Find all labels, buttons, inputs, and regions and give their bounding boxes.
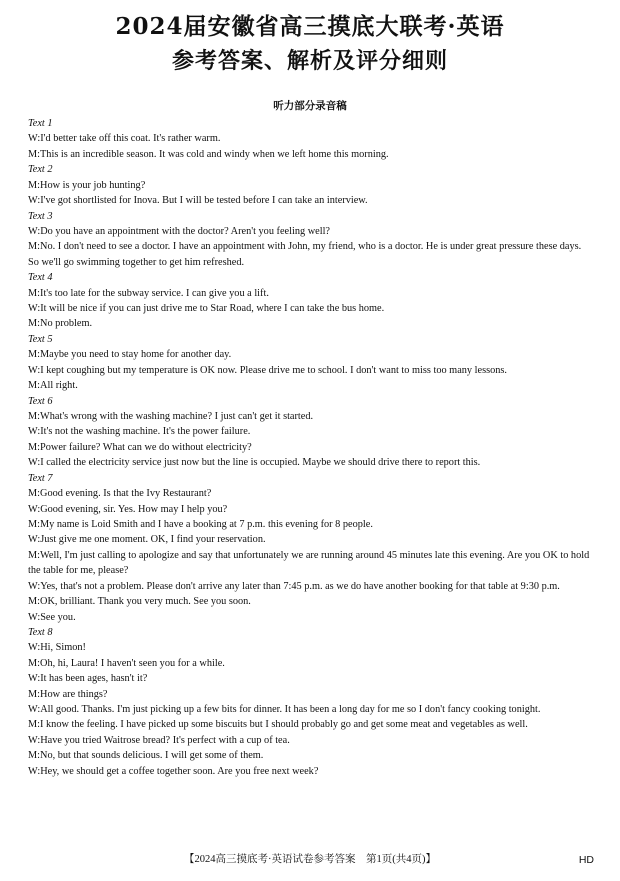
dialogue-line: W:I called the electricity service just now but the line is occupied. Maybe we should drive there to report this. — [28, 457, 481, 469]
dialogue-line: M:No. I don't need to see a doctor. I have an appointment with John, my friend, who is a doctor. He is under great pressure these days. So we'll go swimming together to get him refreshed. — [28, 241, 582, 268]
dialogue-line: W:Have you tried Waitrose bread? It's perfect with a cup of tea. — [28, 734, 290, 746]
dialogue-line: W:Do you have an appointment with the doctor? Aren't you feeling well? — [28, 225, 330, 237]
section-heading: 听力部分录音稿 — [273, 100, 347, 112]
dialogue-line: W:Just give me one moment. OK, I find your reservation. — [28, 534, 266, 546]
dialogue-line: M:Oh, hi, Laura! I haven't seen you for a while. — [28, 657, 225, 669]
text-heading: Text 3 — [28, 210, 53, 222]
dialogue-line: M:Power failure? What can we do without electricity? — [28, 441, 252, 453]
text-heading: Text 1 — [28, 118, 53, 129]
dialogue-line: W:I kept coughing but my temperature is OK now. Please drive me to school. I don't want to miss too many lessons. — [28, 364, 507, 376]
dialogue-line: M:What's wrong with the washing machine? I just can't get it started. — [28, 411, 314, 423]
dialogue-line: W:Good evening, sir. Yes. How may I help you? — [28, 503, 228, 515]
dialogue-line: W:I'd better take off this coat. It's rather warm. — [28, 133, 221, 145]
dialogue-line: M:Maybe you need to stay home for another day. — [28, 349, 232, 361]
document-subtitle: 参考答案、解析及评分细则 — [171, 48, 448, 74]
dialogue-line: M:All right. — [28, 380, 78, 392]
transcript-body — [28, 116, 594, 779]
dialogue-line: W:I've got shortlisted for Inova. But I will be tested before I can take an interview. — [28, 195, 368, 207]
text-heading: Text 4 — [28, 272, 53, 284]
text-heading: Text 8 — [28, 626, 53, 638]
dialogue-line: M:This is an incredible season. It was cold and windy when we left home this morning. — [28, 148, 389, 160]
dialogue-line: M:How is your job hunting? — [28, 179, 146, 191]
text-heading: Text 7 — [28, 472, 53, 484]
text-heading: Text 6 — [28, 395, 53, 407]
dialogue-line: W:It will be nice if you can just drive me to Star Road, where I can take the bus home. — [28, 303, 385, 315]
dialogue-line: M:OK, brilliant. Thank you very much. See you soon. — [28, 596, 251, 608]
dialogue-line: M:No problem. — [28, 318, 93, 330]
dialogue-line: M:How are things? — [28, 688, 108, 700]
text-heading: Text 5 — [28, 333, 53, 345]
dialogue-line: M:I know the feeling. I have picked up some biscuits but I should probably go and get some meat and vegetables as well. — [28, 719, 528, 731]
dialogue-line: W:It's not the washing machine. It's the power failure. — [28, 426, 251, 438]
dialogue-line: W:See you. — [28, 611, 76, 623]
dialogue-line: M:Good evening. Is that the Ivy Restaurant? — [28, 488, 212, 500]
document-title: 2024届安徽省高三摸底大联考·英语 — [115, 13, 505, 40]
dialogue-line: W:It has been ages, hasn't it? — [28, 673, 148, 685]
dialogue-line: W:Yes, that's not a problem. Please don't arrive any later than 7:45 p.m. as we do have another booking for that table at 9:30 p.m. — [28, 580, 560, 592]
page-footer: 【2024高三摸底考·英语试卷参考答案 第1页(共4页)】 — [184, 854, 436, 865]
dialogue-line: M:It's too late for the subway service. I can give you a lift. — [28, 287, 269, 299]
footer-code: HD — [578, 854, 594, 866]
dialogue-line: M:My name is Loid Smith and I have a booking at 7 p.m. this evening for 8 people. — [28, 518, 373, 530]
text-heading: Text 2 — [28, 164, 53, 176]
dialogue-line: W:Hi, Simon! — [28, 642, 86, 654]
dialogue-line: M:Well, I'm just calling to apologize and say that unfortunately we are running around 45 minutes late this evening. Are you OK to hold the table for me, please? — [28, 549, 590, 577]
dialogue-line: W:Hey, we should get a coffee together soon. Are you free next week? — [28, 765, 319, 777]
dialogue-line: M:No, but that sounds delicious. I will get some of them. — [28, 750, 264, 762]
dialogue-line: W:All good. Thanks. I'm just picking up a few bits for dinner. It has been a long day for me so I don't fancy cooking tonight. — [28, 704, 541, 716]
